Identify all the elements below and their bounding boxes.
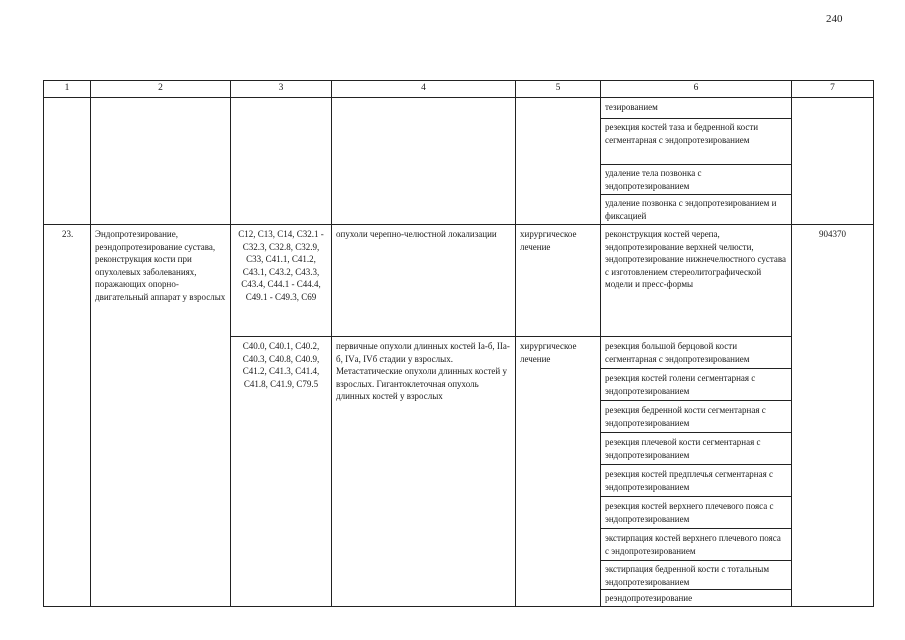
method-text: реэндопротезирование bbox=[605, 593, 693, 603]
row-divider bbox=[44, 224, 873, 225]
method-text: резекция большой берцовой кости сегментарная с эндопротезированием bbox=[605, 341, 750, 364]
col-divider bbox=[791, 81, 792, 606]
method-divider bbox=[601, 400, 791, 401]
col-header-2: 2 bbox=[158, 83, 163, 93]
method-divider bbox=[601, 118, 791, 119]
method-divider bbox=[601, 368, 791, 369]
method-text: экстирпация бедренной кости с тотальным эндопротезированием bbox=[605, 564, 770, 587]
col-divider bbox=[90, 81, 91, 606]
method-text: резекция плечевой кости сегментарная с эндопротезированием bbox=[605, 437, 761, 460]
care-type-name: Эндопротезирование, реэндопротезирование сустава, реконструкция кости при опухолевых заболеваниях, поражающих опорно-двигательный аппарат у взрослых bbox=[95, 229, 226, 302]
icd-codes: C40.0, C40.1, C40.2, C40.3, C40.8, C40.9, C41.2, C41.3, C41.4, C41.8, C41.9, C79.5 bbox=[242, 341, 320, 389]
method-text: резекция костей предплечья сегментарная с эндопротезированием bbox=[605, 469, 773, 492]
method-divider bbox=[601, 560, 791, 561]
col-header-4: 4 bbox=[421, 83, 426, 93]
col-header-5: 5 bbox=[555, 83, 561, 93]
method-divider bbox=[601, 528, 791, 529]
col-header-3: 3 bbox=[278, 83, 284, 93]
method-text: экстирпация костей верхнего плечевого пояса с эндопротезированием bbox=[605, 533, 781, 556]
method-divider bbox=[601, 432, 791, 433]
header-divider bbox=[44, 97, 873, 98]
method-divider bbox=[601, 464, 791, 465]
patient-model: первичные опухоли длинных костей Iа-б, IIа-б, IVа, IVб стадии у взрослых. Метастатические опухоли длинных костей у взрослых. Гигантоклеточная опухоль длинных костей у взрослых bbox=[336, 341, 510, 401]
col-header-1: 1 bbox=[64, 83, 70, 93]
method-divider bbox=[601, 496, 791, 497]
col-header-6: 6 bbox=[693, 83, 699, 93]
method-text: резекция костей верхнего плечевого пояса с эндопротезированием bbox=[605, 501, 774, 524]
col-divider bbox=[331, 81, 332, 606]
price-value: 904370 bbox=[819, 229, 846, 239]
medical-care-table bbox=[43, 80, 874, 607]
page-number: 240 bbox=[826, 13, 843, 25]
method-divider bbox=[601, 194, 791, 195]
method-divider bbox=[601, 164, 791, 165]
method-divider bbox=[601, 589, 791, 590]
col-header-7: 7 bbox=[830, 83, 835, 93]
method-text: удаление позвонка с эндопротезированием и фиксацией bbox=[605, 198, 777, 221]
method-text: резекция костей голени сегментарная с эндопротезированием bbox=[605, 373, 756, 396]
row-number: 23. bbox=[62, 229, 74, 239]
treatment-type: хирургическое лечение bbox=[520, 229, 577, 252]
subrow-divider bbox=[231, 336, 791, 337]
method-text: реконструкция костей черепа, эндопротезирование верхней челюсти, эндопротезирование нижнечелюстного сустава с изготовлением стереолитографической модели и пресс-формы bbox=[605, 229, 787, 289]
treatment-type: хирургическое лечение bbox=[520, 341, 577, 364]
icd-codes: C12, C13, C14, C32.1 - C32.3, C32.8, C32.9, C33, C41.1, C41.2, C43.1, C43.2, C43.3, C43.4, C44.1 - C44.4, C49.1 - C49.3, C69 bbox=[238, 229, 324, 302]
method-text: удаление тела позвонка с эндопротезированием bbox=[605, 168, 702, 191]
method-text: резекция костей таза и бедренной кости сегментарная с эндопротезированием bbox=[605, 122, 759, 145]
col-divider bbox=[230, 81, 231, 606]
patient-model: опухоли черепно-челюстной локализации bbox=[336, 229, 497, 239]
col-divider bbox=[515, 81, 516, 606]
method-text: резекция бедренной кости сегментарная с эндопротезированием bbox=[605, 405, 766, 428]
method-text: тезированием bbox=[605, 102, 658, 112]
